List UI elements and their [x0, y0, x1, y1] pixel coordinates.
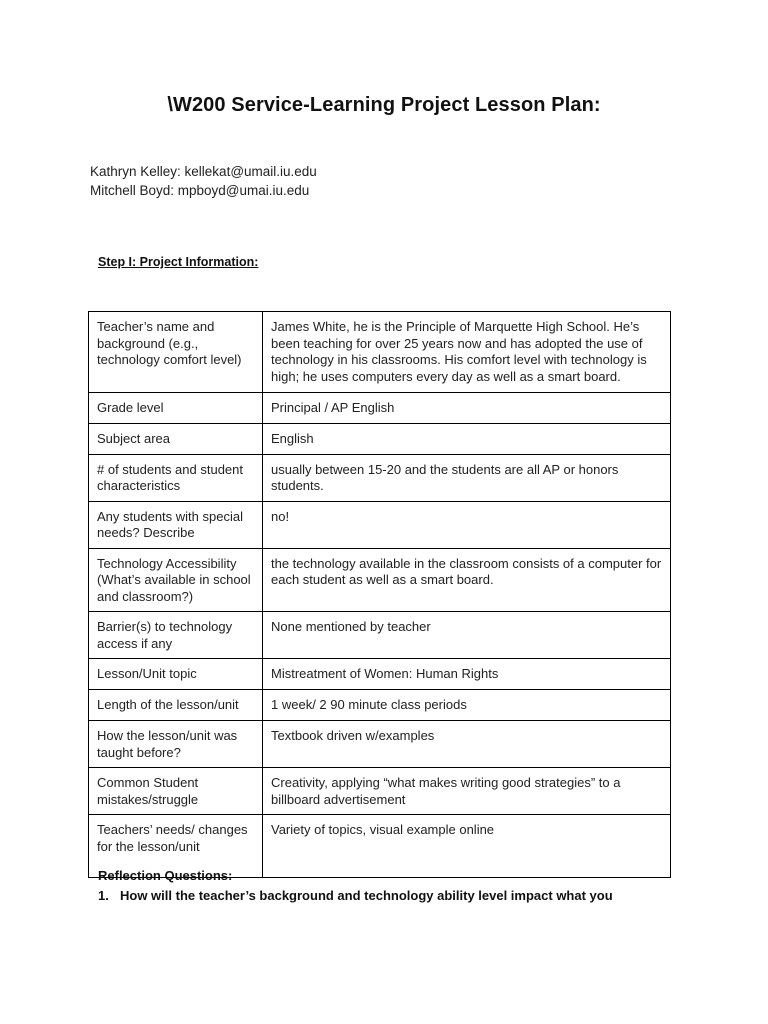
row-value: the technology available in the classroom consists of a computer for each student as well as a smart board.: [263, 548, 671, 612]
row-label: Grade level: [89, 393, 263, 424]
table-row: [89, 501, 671, 548]
row-value: 1 week/ 2 90 minute class periods: [263, 690, 671, 721]
table-row: [89, 454, 671, 501]
row-value: James White, he is the Principle of Marquette High School. He’s been teaching for over 25 years now and has adopted the use of technology in his classrooms. His comfort level with technology is high; he uses computers every day as well as a smart board.: [263, 312, 671, 393]
reflection-question: [98, 886, 613, 906]
table-row: [89, 548, 671, 612]
row-value: no!: [263, 501, 671, 548]
row-label: Teachers’ needs/ changes for the lesson/unit: [89, 815, 263, 878]
author-line: Kathryn Kelley: kellekat@umail.iu.edu: [90, 164, 317, 179]
table-row: [89, 690, 671, 721]
row-label: Technology Accessibility (What’s available in school and classroom?): [89, 548, 263, 612]
step-heading: Step I: Project Information:: [98, 255, 259, 269]
row-label: Any students with special needs? Describe: [89, 501, 263, 548]
row-label: Lesson/Unit topic: [89, 659, 263, 690]
author-list: [90, 162, 317, 200]
row-value: usually between 15-20 and the students are all AP or honors students.: [263, 454, 671, 501]
row-value: Mistreatment of Women: Human Rights: [263, 659, 671, 690]
row-label: Teacher’s name and background (e.g., technology comfort level): [89, 312, 263, 393]
table-row: [89, 612, 671, 659]
project-info-table: [88, 311, 671, 878]
row-label: # of students and student characteristics: [89, 454, 263, 501]
row-value: Principal / AP English: [263, 393, 671, 424]
question-number: 1.: [98, 888, 109, 903]
document-title: \W200 Service-Learning Project Lesson Plan:: [167, 94, 601, 116]
row-label: Subject area: [89, 424, 263, 455]
reflection-heading: Reflection Questions:: [98, 868, 233, 883]
table-row: [89, 393, 671, 424]
row-value: Textbook driven w/examples: [263, 721, 671, 768]
table-row: [89, 424, 671, 455]
author-line: Mitchell Boyd: mpboyd@umai.iu.edu: [90, 183, 310, 198]
row-value: English: [263, 424, 671, 455]
row-label: Length of the lesson/unit: [89, 690, 263, 721]
table-row: [89, 768, 671, 815]
table-row: [89, 312, 671, 393]
row-label: Barrier(s) to technology access if any: [89, 612, 263, 659]
row-value: Creativity, applying “what makes writing good strategies” to a billboard advertisement: [263, 768, 671, 815]
row-value: Variety of topics, visual example online: [263, 815, 671, 878]
row-label: Common Student mistakes/struggle: [89, 768, 263, 815]
row-value: None mentioned by teacher: [263, 612, 671, 659]
table-row: [89, 659, 671, 690]
row-label: How the lesson/unit was taught before?: [89, 721, 263, 768]
reflection-section: [98, 866, 613, 906]
question-text: How will the teacher’s background and technology ability level impact what you: [120, 888, 613, 903]
table-row: [89, 721, 671, 768]
